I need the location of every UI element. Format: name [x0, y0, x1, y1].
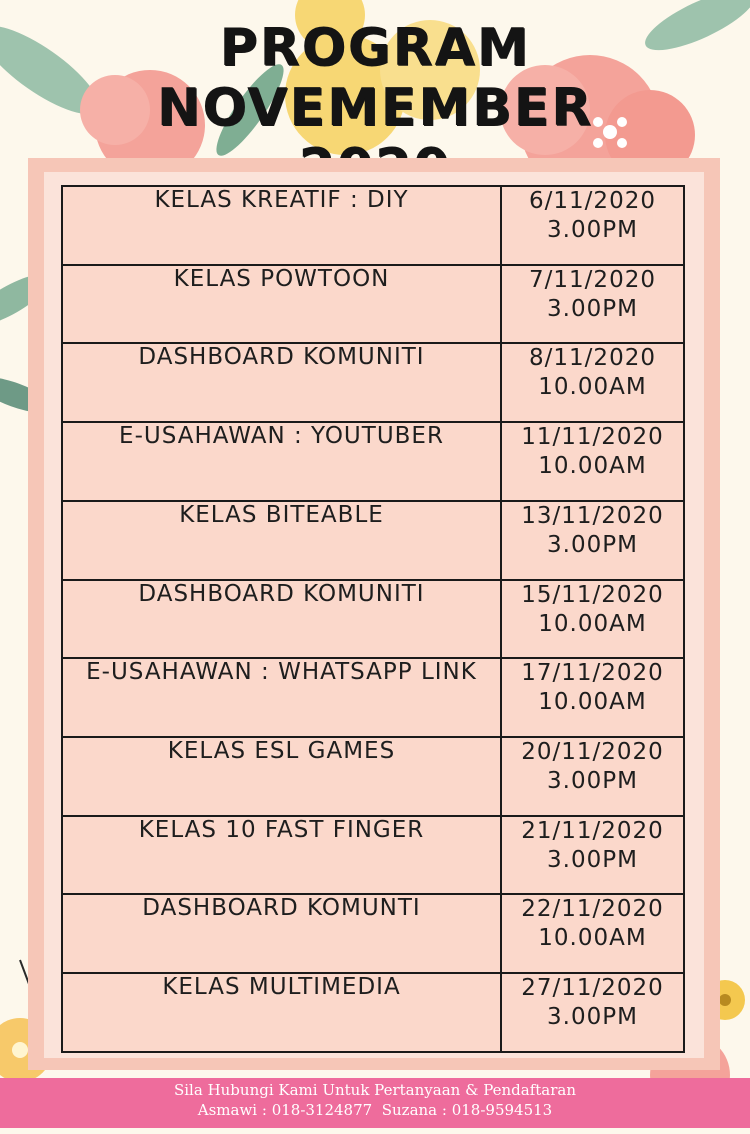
event-datetime: [501, 501, 684, 580]
event-datetime: [501, 973, 684, 1052]
table-row: [62, 501, 684, 580]
event-name: DASHBOARD KOMUNTI: [62, 894, 501, 973]
event-datetime: [501, 580, 684, 659]
event-date: 21/11/2020: [521, 817, 664, 844]
event-datetime: [501, 422, 684, 501]
event-time: 10.00AM: [538, 610, 647, 637]
table-row: [62, 658, 684, 737]
event-date: 11/11/2020: [521, 424, 664, 451]
event-name: DASHBOARD KOMUNITI: [62, 343, 501, 422]
event-date: 27/11/2020: [521, 975, 664, 1002]
event-time: 3.00PM: [547, 217, 638, 243]
event-datetime: [501, 186, 684, 265]
table-row: [62, 816, 684, 895]
table-row: [62, 186, 684, 265]
table-row: [62, 894, 684, 973]
event-datetime: [501, 816, 684, 895]
title-line-1: PROGRAM NOVEMEMBER: [156, 18, 594, 138]
table-row: [62, 580, 684, 659]
event-time: 10.00AM: [538, 374, 647, 401]
event-date: 20/11/2020: [521, 739, 664, 766]
event-name: KELAS MULTIMEDIA: [62, 973, 501, 1052]
table-row: [62, 265, 684, 344]
event-name: KELAS 10 FAST FINGER: [62, 816, 501, 895]
table-row: [62, 973, 684, 1052]
event-date: 22/11/2020: [521, 896, 664, 923]
footer-contacts: Asmawi : 018-3124877 Suzana : 018-9594513: [197, 1101, 553, 1119]
event-date: 17/11/2020: [521, 660, 664, 687]
event-time: 10.00AM: [538, 925, 647, 952]
event-datetime: [501, 658, 684, 737]
event-datetime: [501, 737, 684, 816]
event-name: KELAS ESL GAMES: [62, 737, 501, 816]
event-time: 10.00AM: [538, 453, 647, 480]
table-row: [62, 343, 684, 422]
event-name: E-USAHAWAN : YOUTUBER: [62, 422, 501, 501]
event-name: KELAS BITEABLE: [62, 501, 501, 580]
event-name: E-USAHAWAN : WHATSAPP LINK: [62, 658, 501, 737]
event-time: 3.00PM: [547, 768, 638, 795]
event-time: 3.00PM: [547, 1004, 638, 1031]
program-schedule-table: [61, 185, 685, 1053]
event-date: 7/11/2020: [529, 266, 656, 293]
footer-line-1: Sila Hubungi Kami Untuk Pertanyaan & Pendaftaran: [173, 1081, 576, 1099]
event-date: 8/11/2020: [529, 345, 656, 372]
event-date: 15/11/2020: [521, 581, 664, 608]
event-datetime: [501, 265, 684, 344]
event-name: KELAS POWTOON: [62, 265, 501, 344]
event-datetime: [501, 894, 684, 973]
table-row: [62, 737, 684, 816]
contact-footer: [0, 1078, 750, 1128]
event-date: 6/11/2020: [529, 188, 656, 214]
event-time: 3.00PM: [547, 295, 638, 322]
table-row: [62, 422, 684, 501]
event-time: 3.00PM: [547, 846, 638, 873]
event-datetime: [501, 343, 684, 422]
event-time: 3.00PM: [547, 531, 638, 558]
event-name: KELAS KREATIF : DIY: [62, 186, 501, 265]
event-time: 10.00AM: [538, 689, 647, 716]
event-date: 13/11/2020: [521, 502, 664, 529]
event-name: DASHBOARD KOMUNITI: [62, 580, 501, 659]
